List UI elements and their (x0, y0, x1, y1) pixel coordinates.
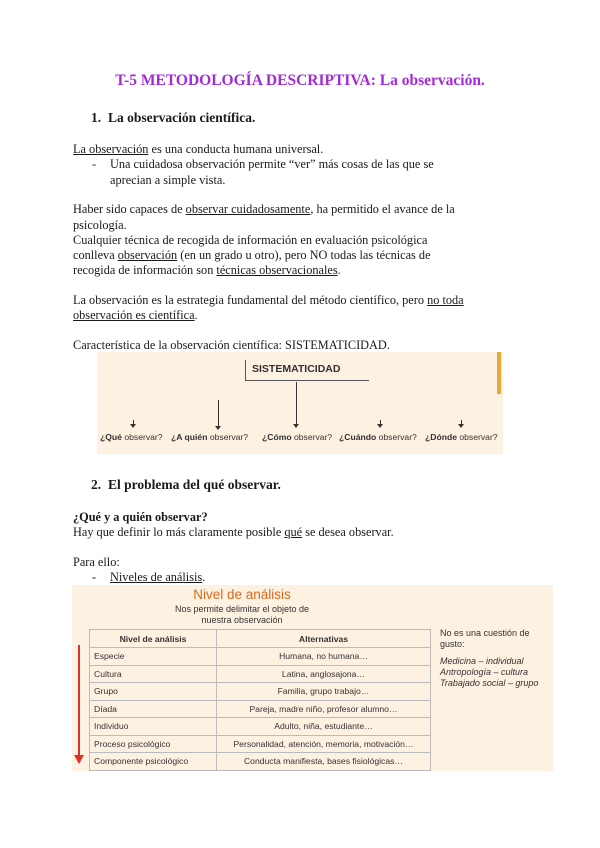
paragraph-line (73, 141, 323, 157)
item-rest: observar? (121, 432, 163, 442)
note-line: Trabajado social – grupo (440, 678, 539, 688)
table-row (90, 718, 431, 736)
paragraph-line (73, 247, 431, 263)
paragraph-line: Para ello: (73, 555, 120, 569)
level-cell: Grupo (90, 683, 217, 701)
levels-subtitle: nuestra observación (201, 615, 283, 625)
item-bold: ¿A quién (171, 432, 208, 442)
diagram-item (100, 432, 163, 442)
subheading: ¿Qué y a quién observar? (73, 510, 208, 524)
underlined-term: observación es científica (73, 308, 195, 322)
section-2-number: 2. (91, 477, 102, 492)
item-rest: observar? (376, 432, 417, 442)
underlined-term: La observación (73, 142, 149, 156)
diagram-item (339, 432, 417, 442)
level-cell: Individuo (90, 718, 217, 736)
arrowhead (215, 426, 221, 430)
column-header: Alternativas (217, 630, 431, 648)
underlined-term: Niveles de análisis (110, 570, 203, 584)
note-line: No es una cuestión de (440, 628, 530, 638)
underlined-term: qué (284, 525, 303, 539)
diagram-item (425, 432, 498, 442)
text: Hay que definir lo más claramente posible (73, 525, 285, 539)
paragraph-line: psicología. (73, 218, 127, 232)
bullet-dash: - (92, 570, 97, 584)
item-bold: ¿Qué (100, 432, 122, 442)
table-header-row (90, 630, 431, 648)
text: se desea observar. (302, 525, 394, 539)
alternatives-cell: Personalidad, atención, memoria, motivación… (217, 735, 431, 753)
note-line: gusto: (440, 639, 465, 649)
arrowhead (293, 424, 299, 428)
table-row (90, 665, 431, 683)
section-1-number: 1. (91, 110, 102, 125)
alternatives-cell: Latina, anglosajona… (217, 665, 431, 683)
table-row (90, 735, 431, 753)
alternatives-cell: Humana, no humana… (217, 648, 431, 666)
section-1-heading: La observación científica. (108, 110, 256, 125)
text: conlleva (73, 248, 118, 262)
diagram-item (262, 432, 332, 442)
levels-panel (72, 585, 553, 771)
diagram-item (171, 432, 248, 442)
item-rest: observar? (456, 432, 498, 442)
bullet-dash: - (92, 157, 97, 171)
paragraph-line (73, 201, 455, 217)
note-line: Antropología – cultura (440, 667, 529, 677)
paragraph-line (73, 262, 341, 278)
level-cell: Díada (90, 700, 217, 718)
text: . (337, 263, 341, 277)
text: es una conducta humana universal. (148, 142, 324, 156)
alternatives-cell: Conducta manifiesta, bases fisiológicas… (217, 753, 431, 771)
side-note (440, 628, 538, 689)
page-title: T-5 METODOLOGÍA DESCRIPTIVA: La observación. (115, 72, 485, 89)
bullet-text (110, 569, 205, 585)
text: La observación es la estrategia fundamental del método científico, pero (73, 293, 428, 307)
text: . (194, 308, 198, 322)
item-rest: observar? (207, 432, 249, 442)
item-bold: ¿Dónde (425, 432, 457, 442)
item-rest: observar? (291, 432, 333, 442)
arrowhead (130, 424, 136, 428)
paragraph-line (73, 524, 394, 540)
paragraph-line: Característica de la observación científica: SISTEMATICIDAD. (73, 338, 390, 352)
paragraph-line (73, 292, 464, 308)
item-bold: ¿Cuándo (339, 432, 377, 442)
paragraph-line (73, 307, 198, 323)
levels-subtitle: Nos permite delimitar el objeto de (174, 604, 310, 614)
alternatives-cell: Pareja, madre niño, profesor alumno… (217, 700, 431, 718)
bullet-text: aprecian a simple vista. (110, 173, 226, 187)
diagram-header: SISTEMATICIDAD (252, 363, 341, 375)
alternatives-cell: Adulto, niña, estudiante… (217, 718, 431, 736)
underlined-term: observar cuidadosamente (185, 202, 311, 216)
table-row (90, 753, 431, 771)
levels-title: Nivel de análisis (193, 587, 291, 602)
underlined-term: no toda (427, 293, 464, 307)
item-bold: ¿Cómo (262, 432, 292, 442)
level-cell: Especie (90, 648, 217, 666)
level-cell: Proceso psicológico (90, 735, 217, 753)
bullet-text: Una cuidadosa observación permite “ver” más cosas de las que se (110, 157, 434, 171)
paragraph-line: Cualquier técnica de recogida de información en evaluación psicológica (73, 233, 428, 247)
text: recogida de información son (73, 263, 217, 277)
table-row (90, 648, 431, 666)
table-row (90, 683, 431, 701)
level-cell: Cultura (90, 665, 217, 683)
arrowhead (377, 424, 383, 428)
text: . (202, 570, 206, 584)
column-header: Nivel de análisis (90, 630, 217, 648)
level-cell: Componente psicológico (90, 753, 217, 771)
text: (en un grado u otro), pero NO todas las técnicas de (177, 248, 431, 262)
table-row (90, 700, 431, 718)
down-arrow-icon (72, 643, 86, 767)
arrowhead (458, 424, 464, 428)
section-2-heading: El problema del qué observar. (108, 477, 281, 492)
alternatives-cell: Familia, grupo trabajo… (217, 683, 431, 701)
sistematicidad-diagram (97, 352, 503, 454)
levels-table (89, 629, 431, 771)
underlined-term: observación (117, 248, 178, 262)
note-line: Medicina – individual (440, 656, 524, 666)
underlined-term: técnicas observacionales (216, 263, 338, 277)
text: , ha permitido el avance de la (310, 202, 455, 216)
text: Haber sido capaces de (73, 202, 186, 216)
